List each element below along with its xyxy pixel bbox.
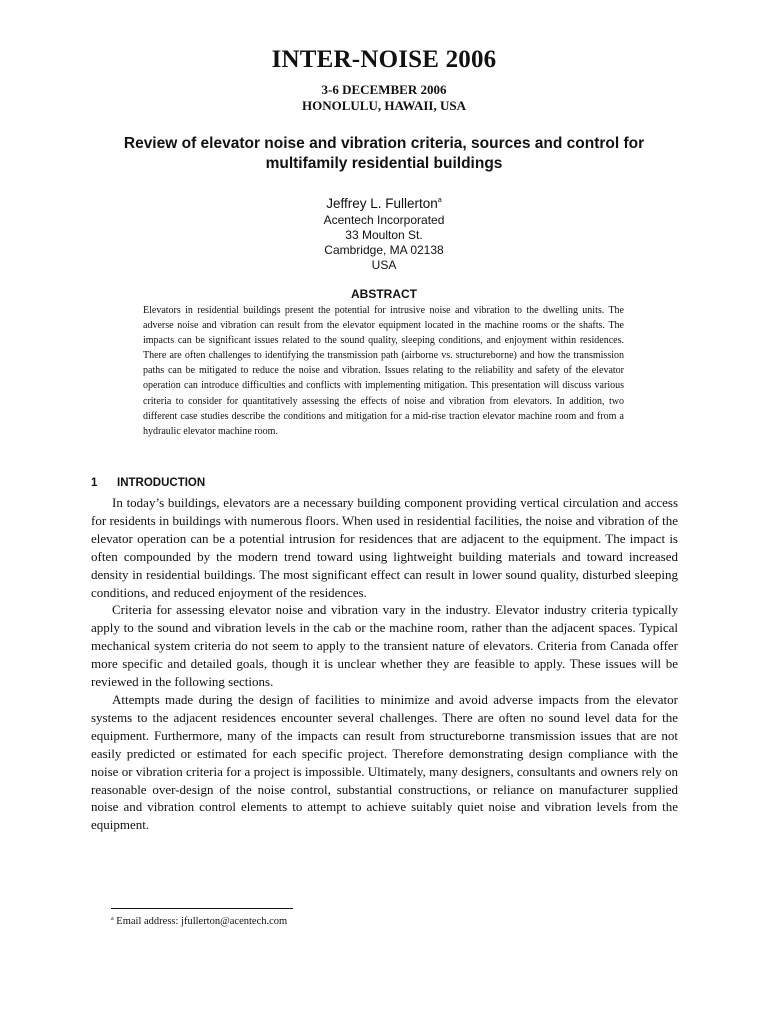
section-number: 1 [91,477,98,489]
section-title: INTRODUCTION [117,477,206,489]
abstract-text: Elevators in residential buildings present the potential for intrusive noise and vibration to the dwelling units. The adverse noise and vibration can result from the elevator equipment located in the machine rooms or the shafts. The impacts can be significant issues related to the sound quality, sleeping conditions, and enjoyment within residences. There are often challenges to identifying the transmission path (airborne vs. structureborne) and how the transmission paths can be mitigated to reduce the noise and vibration. Issues relating to the reliability and safety of the elevator operation can introduce difficulties and conflicts with implementing mitigation. This presentation will discuss various criteria to consider for quantitatively assessing the effects of noise and vibration from elevators. In addition, two different case studies describe the conditions and mitigation for a mid-rise traction elevator machine room and from a hydraulic elevator machine room. [143,305,624,437]
affiliation-line: Cambridge, MA 02138 [324,243,444,257]
author-name [326,192,441,213]
body-paragraph: Attempts made during the design of facilities to minimize and avoid adverse impacts from the elevator systems to the adjacent residences encounter several challenges. There are often no sound level data for the equipment. Furthermore, many of the impacts can result from structureborne transmission issues that are not easily predicted or estimated for each specific project. Therefore demonstrating design compliance with the noise or vibration criteria for a project is impossible. Ultimately, many designers, consultants and owners rely on reasonable over-design of the noise control, substantial constructions, or reliance on manufacturer supplied noise and vibration control elements to attempt to achieve suitably quiet noise and vibration levels from the equipment. [91,691,678,833]
body-paragraph: In today’s buildings, elevators are a necessary building component providing vertical circulation and access for residents in buildings with numerous floors. When used in residential facilities, the noise and vibration of the elevator operation can be a potential intrusion for residences that are adjacent to the equipment. The impact is often compounded by the modern trend toward using lightweight building materials and toward increased density in residential buildings. The most significant effect can result in lower sound quality, disturbed sleeping conditions, and reduced enjoyment of the residences. [91,495,678,600]
footnote-text: Email address: jfullerton@acentech.com [116,916,288,927]
paper-title: Review of elevator noise and vibration criteria, sources and control for multifamily residential buildings [123,135,645,172]
body-paragraph: Criteria for assessing elevator noise and vibration vary in the industry. Elevator industry criteria typically apply to the sound and vibration levels in the cab or the machine room, rather than the adjacent spaces. Typical mechanical system criteria do not seem to apply to the transient nature of elevators. Criteria from Canada offer more specific and detailed goals, though it is unclear whether they are feasible to apply. These issues will be reviewed in the following sections. [91,602,678,690]
conference-title: INTER-NOISE 2006 [271,46,497,73]
affiliation-line: Acentech Incorporated [323,213,445,227]
affiliation-line: 33 Moulton St. [345,228,423,242]
affiliation-line: USA [371,258,397,272]
conference-date: 3-6 DECEMBER 2006 [321,82,447,97]
author-name-text: Jeffrey L. Fullerton [326,196,438,211]
footnote-marker: a [111,916,114,922]
author-block [0,192,768,273]
section-body [91,494,678,834]
footnote [111,916,287,927]
section-heading [91,477,205,489]
author-footnote-marker: a [437,197,442,204]
conference-location: HONOLULU, HAWAII, USA [302,98,466,113]
abstract-heading: ABSTRACT [351,287,417,301]
footnote-divider [111,908,293,909]
